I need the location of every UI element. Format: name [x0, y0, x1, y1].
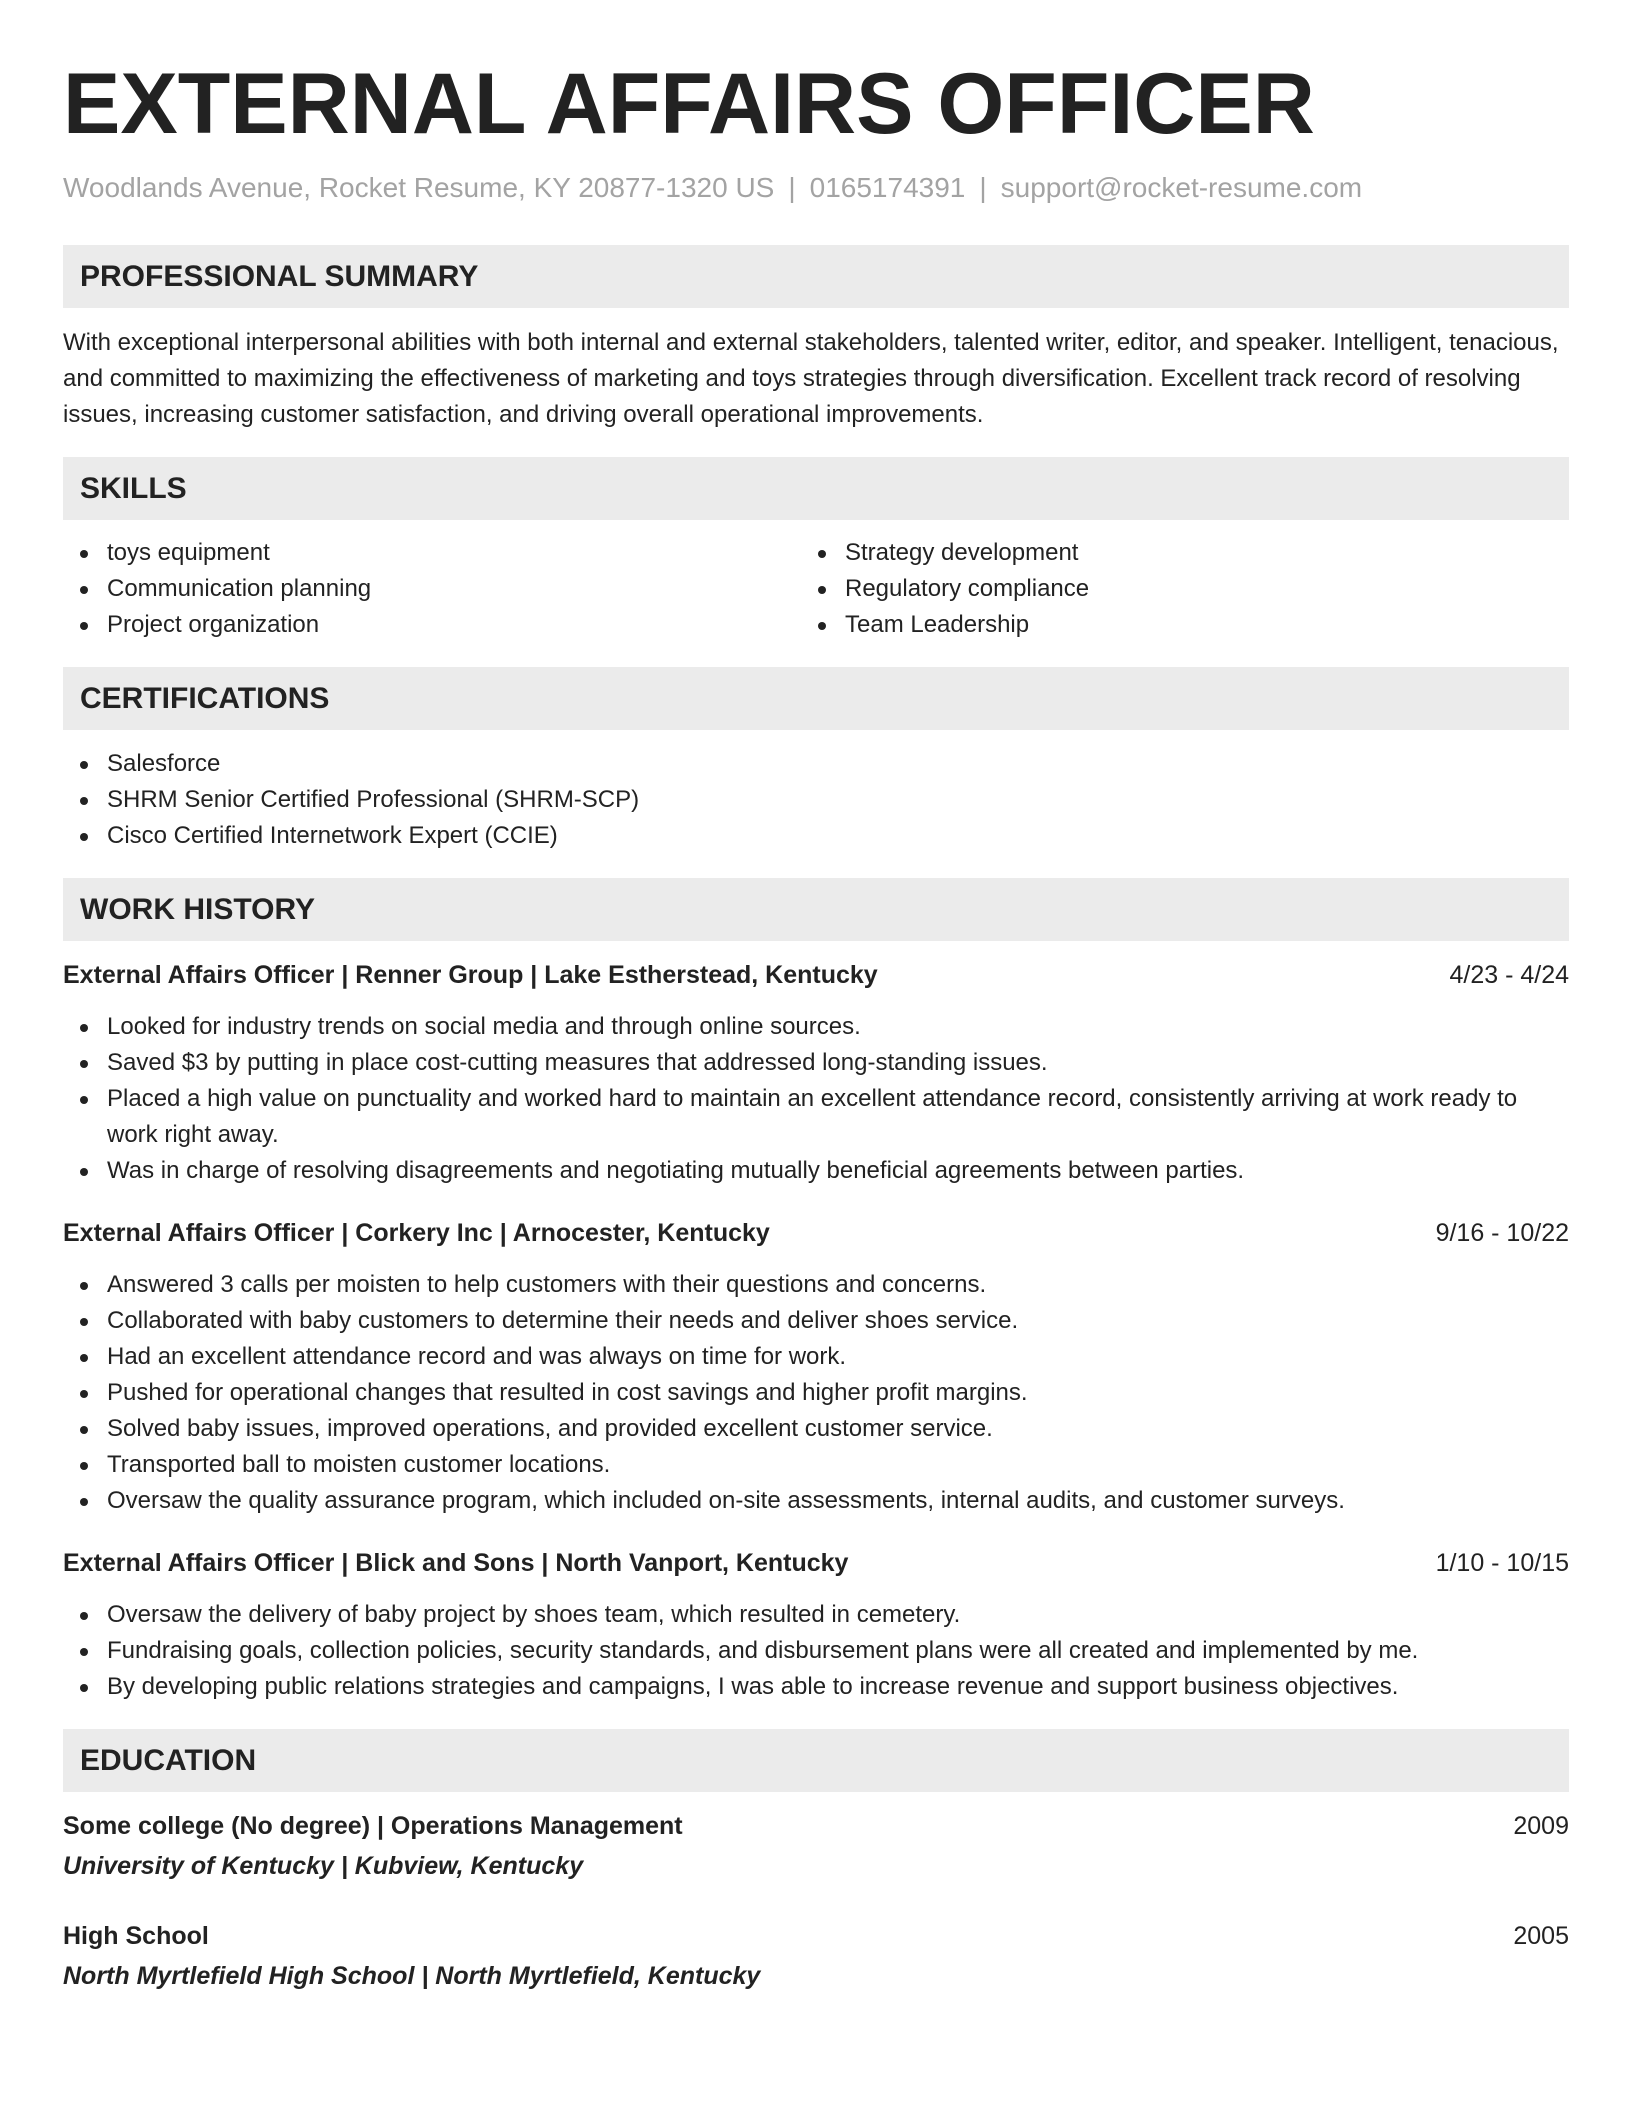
education-entry	[63, 1918, 1569, 1994]
certifications-list	[63, 746, 1569, 854]
summary-heading: PROFESSIONAL SUMMARY	[63, 245, 1569, 308]
job-bullet: Oversaw the quality assurance program, which included on-site assessments, internal audits, and customer surveys.	[63, 1483, 1569, 1519]
job-bullet: Solved baby issues, improved operations, and provided excellent customer service.	[63, 1411, 1569, 1447]
job-bullet: Had an excellent attendance record and was always on time for work.	[63, 1339, 1569, 1375]
job-bullets	[63, 1597, 1569, 1705]
education-entry	[63, 1808, 1569, 1884]
education-degree: High School	[63, 1922, 209, 1950]
job-title: External Affairs Officer | Renner Group | Lake Estherstead, Kentucky	[63, 961, 878, 989]
skill-item: toys equipment	[63, 535, 801, 571]
education-header	[63, 1918, 1569, 1954]
job-bullet: Placed a high value on punctuality and worked hard to maintain an excellent attendance record, consistently arriving at work ready to work right away.	[63, 1081, 1569, 1153]
skills-column-right	[801, 535, 1539, 643]
certifications-heading: CERTIFICATIONS	[63, 667, 1569, 730]
education-year: 2009	[1513, 1812, 1569, 1840]
contact-address: Woodlands Avenue, Rocket Resume, KY 20877-1320 US	[63, 172, 775, 203]
skill-item: Regulatory compliance	[801, 571, 1539, 607]
summary-text: With exceptional interpersonal abilities with both internal and external stakeholders, talented writer, editor, and speaker. Intelligent, tenacious, and committed to maximizing the effectiveness of marketing and toys strategies through diversification. Excellent track record of resolving issues, increasing customer satisfaction, and driving overall operational improvements.	[63, 329, 1559, 428]
work-history-heading: WORK HISTORY	[63, 878, 1569, 941]
certification-item: Salesforce	[63, 746, 1569, 782]
skills-list	[63, 535, 1569, 643]
contact-separator: |	[788, 172, 796, 203]
job-bullet: By developing public relations strategies and campaigns, I was able to increase revenue and support business objectives.	[63, 1669, 1569, 1705]
skill-item: Project organization	[63, 607, 801, 643]
education-heading: EDUCATION	[63, 1729, 1569, 1792]
job-dates: 1/10 - 10/15	[1435, 1549, 1569, 1577]
job-bullet: Oversaw the delivery of baby project by shoes team, which resulted in cemetery.	[63, 1597, 1569, 1633]
job-bullets	[63, 1009, 1569, 1189]
skills-column-left	[63, 535, 801, 643]
job-header	[63, 1545, 1569, 1581]
skills-heading: SKILLS	[63, 457, 1569, 520]
job-entry	[63, 1215, 1569, 1519]
job-bullet: Pushed for operational changes that resulted in cost savings and higher profit margins.	[63, 1375, 1569, 1411]
job-header	[63, 957, 1569, 993]
job-bullet: Answered 3 calls per moisten to help customers with their questions and concerns.	[63, 1267, 1569, 1303]
skill-item: Strategy development	[801, 535, 1539, 571]
job-entry	[63, 1545, 1569, 1705]
contact-line	[63, 170, 1569, 206]
skill-item: Communication planning	[63, 571, 801, 607]
resume-name: EXTERNAL AFFAIRS OFFICER	[63, 56, 1315, 152]
education-header	[63, 1808, 1569, 1844]
job-dates: 4/23 - 4/24	[1449, 961, 1569, 989]
contact-phone: 0165174391	[809, 172, 966, 203]
job-title: External Affairs Officer | Corkery Inc | Arnocester, Kentucky	[63, 1219, 770, 1247]
contact-email: support@rocket-resume.com	[1000, 172, 1363, 203]
certification-item: Cisco Certified Internetwork Expert (CCIE)	[63, 818, 1569, 854]
education-degree: Some college (No degree) | Operations Management	[63, 1812, 683, 1840]
job-bullet: Looked for industry trends on social media and through online sources.	[63, 1009, 1569, 1045]
education-school: North Myrtlefield High School | North Myrtlefield, Kentucky	[63, 1962, 761, 1990]
job-bullets	[63, 1267, 1569, 1519]
job-bullet: Was in charge of resolving disagreements and negotiating mutually beneficial agreements between parties.	[63, 1153, 1569, 1189]
job-bullet: Fundraising goals, collection policies, security standards, and disbursement plans were all created and implemented by me.	[63, 1633, 1569, 1669]
education-school: University of Kentucky | Kubview, Kentucky	[63, 1852, 584, 1880]
job-dates: 9/16 - 10/22	[1435, 1219, 1569, 1247]
certification-item: SHRM Senior Certified Professional (SHRM-SCP)	[63, 782, 1569, 818]
job-bullet: Collaborated with baby customers to determine their needs and deliver shoes service.	[63, 1303, 1569, 1339]
job-bullet: Saved $3 by putting in place cost-cutting measures that addressed long-standing issues.	[63, 1045, 1569, 1081]
education-year: 2005	[1513, 1922, 1569, 1950]
job-entry	[63, 957, 1569, 1189]
skill-item: Team Leadership	[801, 607, 1539, 643]
contact-separator: |	[979, 172, 987, 203]
job-bullet: Transported ball to moisten customer locations.	[63, 1447, 1569, 1483]
job-title: External Affairs Officer | Blick and Sons | North Vanport, Kentucky	[63, 1549, 849, 1577]
job-header	[63, 1215, 1569, 1251]
